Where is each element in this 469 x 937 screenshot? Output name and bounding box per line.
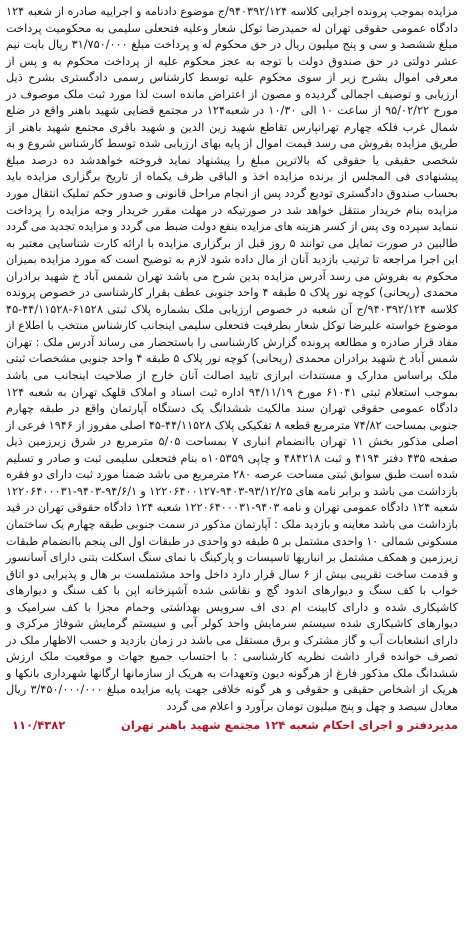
reference-number: ۱۱۰/۴۳۸۲ [12, 717, 66, 732]
notice-body: مزایده بموجب پرونده اجرایی کلاسه ۹۴۰۳۹۲/۱۲۴/ج موضوع دادنامه و اجراییه صادره از شعبه ۱۲۴ دادگاه عمومی حقوقی تهران له حمیدرضا توکل شعار وعلیه فتحعلی سلیمی به محکومیت پرداخت مبلغ ششصد و سی و پنج میلیون ریال در حق محکوم له و پرداخت مبلغ ۳۱/۷۵۰/۰۰۰ ریال بابت نیم عشر دولتی در حق صندوق دولت با توجه به عجز محکوم علیه از پرداخت محکوم به و پس از معرفی اموال بشرح زیر از سوی محکوم علیه توسط کارشناس رسمی دادگستری بشرح ذیل ارزیابی و توصیف اجمالی گردیده و مصون از اعتراض مانده است لذا مورد ثبت ملک موصوف در مورخ ۹۵/۰۲/۲۲ از ساعت ۱۰ الی ۱۰/۳۰ در شعبه۱۲۴ در مجتمع قضایی شهید باهنر واقع در ضلع شمال غرب فلکه چهارم تهرانپارس تقاطع شهید زین الدین و شهید باقری مجتمع شهید باهنر از طریق مزایده بفروش می رسد قیمت اموال از پایه بهای ارزیابی شده توسط کارشناس شروع و به شخصی حقیقی یا حقوقی که بالاترین مبلغ را پیشنهاد نماید فروخته خواهدشد ده درصد مبلغ پیشنهادی فی المجلس از برنده مزایده اخذ و الباقی ظرف یکماه از تاریخ برگزاری مزایده باید بحساب صندوق دادگستری تودیع گردد پس از انجام مراحل قانونی و صدور حکم تملیک انتقال مورد مزایده بنام خریدار منتقل خواهد شد در صورتیکه در مهلت مقرر خریدار وجه مزایده را پرداخت ننماید سپرده وی پس از کسر هزینه های مزایده بنفع دولت ضبط می گردد و مزایده تجدید می گردد طالبین در صورت تمایل می توانند ۵ روز قبل از برگزاری مزایده با ارائه کارت شناسایی معتبر به این اجرا مراجعه تا ترتیب بازدید آنان از مال داده شود لازم به توضیح است که مورد مزایده بمیزان محکوم به بفروش می رسد آدرس مزایده بدین شرح می باشد تهران شمس آباد خ شهید برادران محمدی (ریحانی) کوچه نور پلاک ۵ طبقه ۴ واحد جنوبی عطف بقرار کارشناسی در خصوص پرونده کلاسه ۹۴۰۳۹۲/۱۲۴/ج آن شعبه در خصوص ارزیابی ملک بشماره پلاک ثبتی ۶۱۵۲۸-۴۴/۱۱۵۲۸-۴۵ موضوع خواسته علیرضا توکل شعار بطرفیت فتحعلی سلیمی اینجانب کارشناس منتخب با اطلاع از مفاد قرار صادره و مطالعه پرونده گزارش کارشناسی را باستحضار می رساند آدرس ملک : تهران شمس آباد خ شهید برادران محمدی (ریحانی) کوچه نور پلاک ۵ طبقه ۴ واحد جنوبی مشخصات ثبتی ملک براساس مدارک و مستندات ابرازی تایید اصالت آنان خارج از صلاحیت اینجانب می باشد بموجب استعلام ثبتی ۶۱۰۴۱ مورخ ۹۴/۱۱/۱۹ اداره ثبت اسناد و املاک قلهک تهران به شعبه ۱۲۴ دادگاه عمومی حقوقی تهران سند مالکیت ششدانگ یک دستگاه آپارتمان واقع در طبقه چهارم جنوبی بمساحت ۷۴/۸۲ مترمربع قطعه ۸ تفکیکی پلاک ۴۴/۱۱۵۲۸-۴۵ اصلی مفروز از ۱۹۴۶ فرعی از اصلی مذکور بخش ۱۱ تهران باانضمام انباری ۷ بمساحت ۵/۰۵ مترمربع در شرق زیرزمین ذیل صفحه ۴۳۵ دفتر ۴۱۹۴ و ثبت ۴۸۴۲۱۸ و چاپی ۱۰۵۳۵۹ه بنام فتحعلی سلیمی ثبت و صادر و تسلیم شده است طبق سوابق ثبتی مساحت عرصه ۲۸۰ مترمربع می باشد ضمنا مورد ثبت دارای دو فقره بازداشت می باشد و برابر نامه های ۹۳/۱۲/۲۵-۹۴۰۳-۱۲۲۰۶۴۰۰۱۲۷ و ۹۴/۶/۱-۹۴۰۳-۱۲۲۰۶۴۰۰۰۳۱ شعبه ۱۲۴ دادگاه عمومی تهران و نامه ۹۴۰۳-۱۲۲۰۶۴۰۰۰۳۱ شعبه ۱۲۴ دادگاه حقوقی تهران در قید بازداشت می باشد معاینه و بازدید ملک : آپارتمان مذکور در سمت جنوبی طبقه چهارم یک ساختمان مسکونی شمالی ۱۰ واحدی مشتمل بر ۵ طبقه دو واحدی در طبقات اول الی پنجم باانضمام طبقات زیرزمین و همکف مشتمل بر انباریها تاسیسات و پارکینگ با نمای سنگ اسکلت بتنی دارای آسانسور و قدمت ساخت تقریبی بیش از ۶ سال قرار دارد داخل واحد مشتملست بر هال و پذیرایی دو اتاق خواب با کف سنگ و دیوارهای اندود گچ و نقاشی شده آشپزخانه اپن با کف سنگ و دیوارهای کاشیکاری شده و دارای کابینت ام دی اف سرویس بهداشتی وحمام مجزا با کف سرامیک و دیوارهای کاشیکاری شده سیستم سرمایش واحد کولر آبی و سیستم گرمایش شوفاژ مرکزی و دارای انشعابات آب و گاز مشترک و برق مستقل می باشد در زمان بازدید و حسب الاظهار ملک در تصرف خوانده قرار داشت نظریه کارشناسی : با احتساب جمیع جهات و موقعیت ملک ارزش ششدانگ ملک مذکور فارغ از هرگونه دیون وتعهدات به هریک از سازمانها ارگانها شهرداری بانکها و هریک از اشخاص حقیقی و حقوقی و هر گونه خلافی جهت پایه مزایده مبلغ ۳/۴۵۰/۰۰۰/۰۰۰ ریال معادل سیصد و چهل و پنج میلیون تومان برآورد و اعلام می گردد [6, 5, 459, 713]
auction-notice [6, 4, 458, 804]
notice-footer [6, 718, 458, 732]
issuer-signature: مدیردفتر و اجرای احکام شعبه ۱۲۴ مجتمع شهید باهنر تهران [121, 717, 458, 732]
